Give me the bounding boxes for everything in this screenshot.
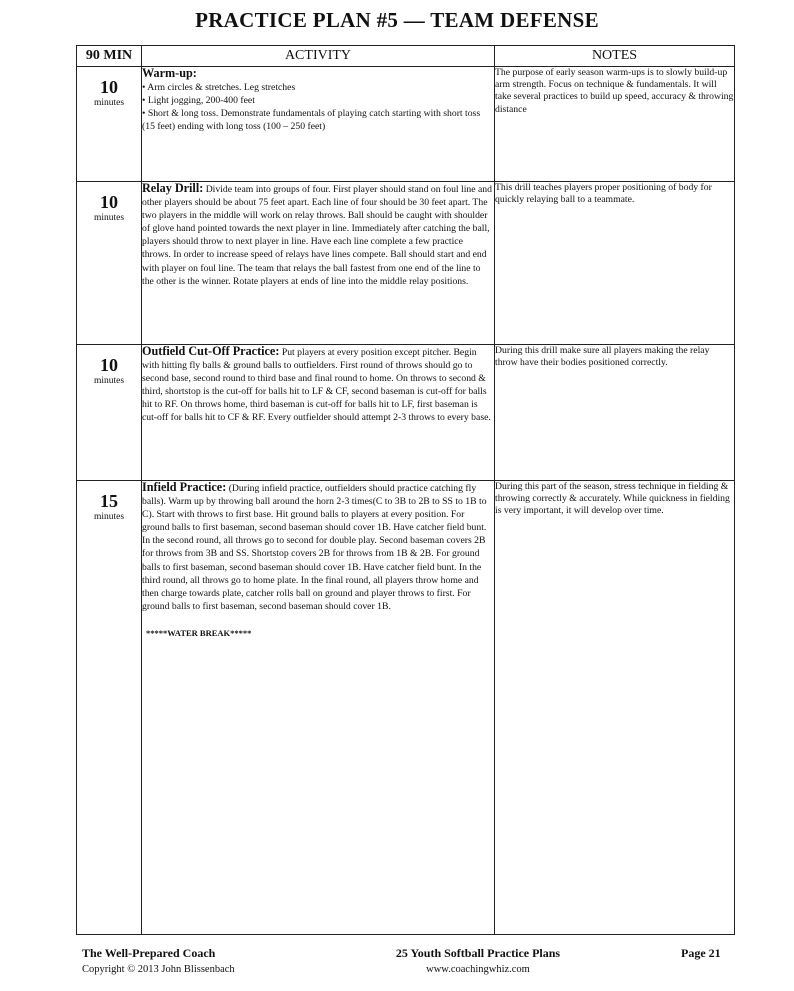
notes-cell: During this part of the season, stress technique in fielding & throwing correctly & accurately. While quickness in fielding is very important, it will develop over time. <box>495 481 735 935</box>
duration-value: 10 <box>100 77 118 97</box>
time-cell <box>77 481 142 935</box>
footer-website-link[interactable]: www.coachingwhiz.com <box>426 964 530 975</box>
footer-left <box>82 946 235 977</box>
header-notes: NOTES <box>495 46 735 67</box>
footer-copyright: Copyright © 2013 John Blissenbach <box>82 964 235 975</box>
duration-unit: minutes <box>93 213 125 223</box>
page-title: PRACTICE PLAN #5 — TEAM DEFENSE <box>195 8 599 32</box>
duration-unit: minutes <box>93 98 125 108</box>
duration-unit: minutes <box>93 512 125 522</box>
footer-right <box>681 946 721 961</box>
duration-value: 15 <box>100 491 118 511</box>
table-row <box>77 481 735 935</box>
table-row <box>77 182 735 345</box>
footer-series-title: 25 Youth Softball Practice Plans <box>395 946 561 960</box>
time-cell <box>77 182 142 345</box>
table-row <box>77 67 735 182</box>
activity-heading: Infield Practice: <box>142 480 227 494</box>
notes-cell: During this drill make sure all players making the relay throw have their bodies positioned correctly. <box>495 345 735 481</box>
activity-text: Divide team into groups of four. First player should stand on foul line and other players should be about 75 feet apart. Each line of four should be 30 feet apart. The two players in the middle will work on relay throws. Ball should be caught with shoulder of glove hand pointed towards the next player in line. Immediately after catching the ball, players should throw to next player in line. Have each line complete a few practice throws. In order to increase speed of relays have lines compete. Ball should start and end with player on foul line. The team that relays the ball fastest from one end of the line to the other is the winner. Rotate players at ends of line into the middle relay positions. <box>142 184 492 287</box>
duration-value: 10 <box>100 192 118 212</box>
activity-text: Put players at every position except pitcher. Begin with hitting fly balls & ground balls to outfielders. First round of throws should go to second base, second round to third base and final round to home. On throws to second & third, shortstop is the cut-off for balls hit to LF & CF, second baseman is cut-off for balls hit to RF. On throws home, third baseman is cut-off for balls hit to LF, first baseman is cut-off for balls hit to CF & RF. Every outfielder should attempt 2-3 throws to every base. <box>142 347 491 424</box>
activity-cell <box>142 67 495 182</box>
notes-cell: The purpose of early season warm-ups is to slowly build-up arm strength. Focus on technique & fundamentals. It will take several practices to build up speed, accuracy & throwing distance <box>495 67 735 182</box>
activity-line: • Arm circles & stretches. Leg stretches <box>142 82 296 94</box>
header-time: 90 MIN <box>77 46 142 67</box>
water-break-label: *****WATER BREAK***** <box>146 627 252 638</box>
table-header-row <box>77 46 735 67</box>
header-activity: ACTIVITY <box>142 46 495 67</box>
table-row <box>77 345 735 481</box>
page-number: Page 21 <box>681 946 721 960</box>
activity-text: (During infield practice, outfielders should practice catching fly balls). Warm up by throwing ball around the horn 2-3 times(C to 3B to 2B to SS to 1B to C). Start with throws to first base. Hit ground balls to players at every position. For ground balls to first baseman, second baseman should cover 1B. Have catcher field bunt. In the second round, all throws go to second for double play. Second baseman covers 2B for throws from 3B and SS. Shortstop covers 2B for throws from 1B & 2B. For ground balls to first baseman, second baseman should cover 1B. Have catcher field bunt. In the third round, all throws go to home plate. In the final round, all players throw home and then charge towards plate, catcher rolls ball on ground and player throws to first. For ground balls to first baseman, second baseman should cover 1B. <box>142 483 487 612</box>
activity-heading: Warm-up: <box>142 66 197 80</box>
activity-cell <box>142 481 495 935</box>
notes-cell: This drill teaches players proper positioning of body for quickly relaying ball to a teammate. <box>495 182 735 345</box>
practice-plan-table <box>76 45 735 935</box>
activity-cell <box>142 345 495 481</box>
activity-line: • Short & long toss. Demonstrate fundamentals of playing catch starting with short toss (15 feet) ending with long toss (100 – 250 feet) <box>142 108 481 133</box>
activity-heading: Outfield Cut-Off Practice: <box>142 344 280 358</box>
duration-unit: minutes <box>93 376 125 386</box>
footer-book-title: The Well-Prepared Coach <box>82 946 216 960</box>
activity-heading: Relay Drill: <box>142 181 204 195</box>
time-cell <box>77 345 142 481</box>
time-cell <box>77 67 142 182</box>
footer-center <box>356 946 600 977</box>
duration-value: 10 <box>100 355 118 375</box>
activity-cell <box>142 182 495 345</box>
activity-line: • Light jogging, 200-400 feet <box>142 95 255 107</box>
